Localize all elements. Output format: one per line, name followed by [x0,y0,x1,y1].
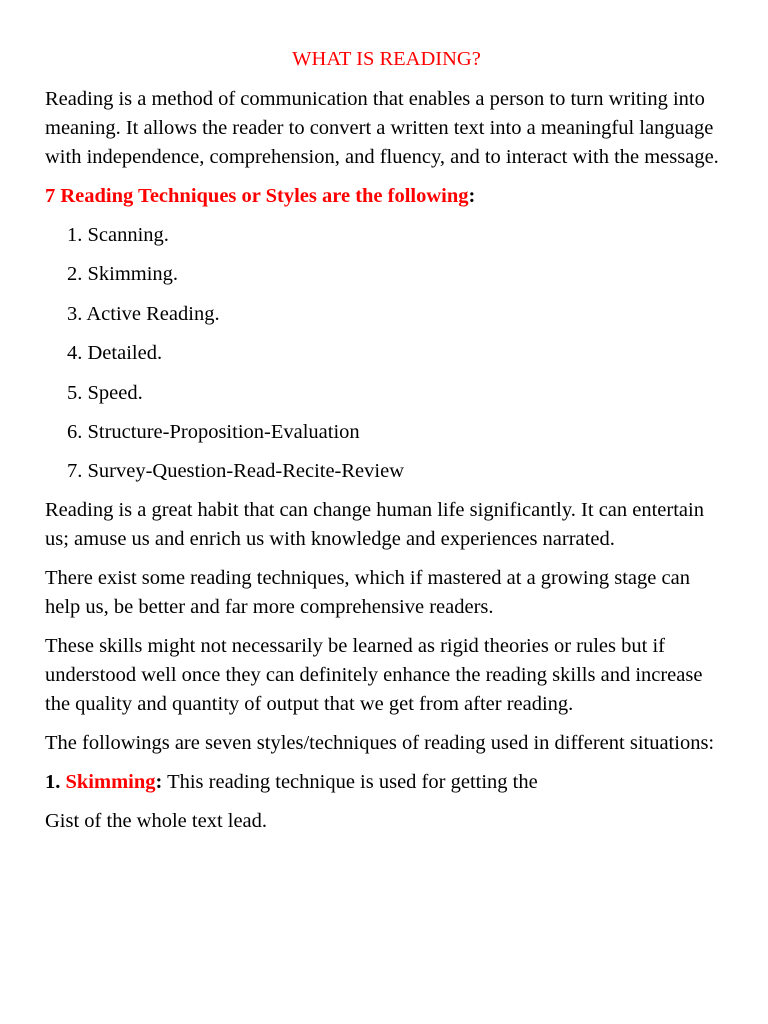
list-item: 7. Survey-Question-Read-Recite-Review [67,460,405,483]
techniques-heading [45,182,728,211]
skimming-number: 1. [45,771,66,794]
body-paragraph: Reading is a great habit that can change human life significantly. It can entertain us; amuse us and enrich us with knowledge and experiences narrated. [45,499,704,551]
body-paragraph: The followings are seven styles/techniques of reading used in different situations: [45,732,715,755]
intro-paragraph: Reading is a method of communication that enables a person to turn writing into meaning. It allows the reader to convert a written text into a meaningful language with independence, comprehension, and fluency, and to interact with the message. [45,88,719,168]
list-item: 6. Structure-Proposition-Evaluation [67,420,360,443]
skimming-continuation: Gist of the whole text lead. [45,810,268,833]
list-item: 5. Speed. [67,381,143,404]
list-item: 1. Scanning. [67,224,169,246]
skimming-section [45,768,728,797]
techniques-heading-colon: : [468,185,476,207]
techniques-heading-text: 7 Reading Techniques or Styles are the following [45,185,469,207]
page-title: WHAT IS READING? [292,48,481,70]
body-paragraph: These skills might not necessarily be learned as rigid theories or rules but if understood well once they can definitely enhance the reading skills and increase the quality and quantity of output that we get from after reading. [45,635,703,716]
skimming-colon: : [155,771,163,794]
skimming-term: Skimming [65,771,156,794]
list-item: 4. Detailed. [67,342,163,365]
list-item: 2. Skimming. [67,263,179,286]
body-paragraph: There exist some reading techniques, which if mastered at a growing stage can help us, be better and far more comprehensive readers. [45,567,690,619]
skimming-text: This reading technique is used for getting the [162,771,538,794]
list-item: 3. Active Reading. [67,302,220,325]
techniques-list [45,221,728,486]
